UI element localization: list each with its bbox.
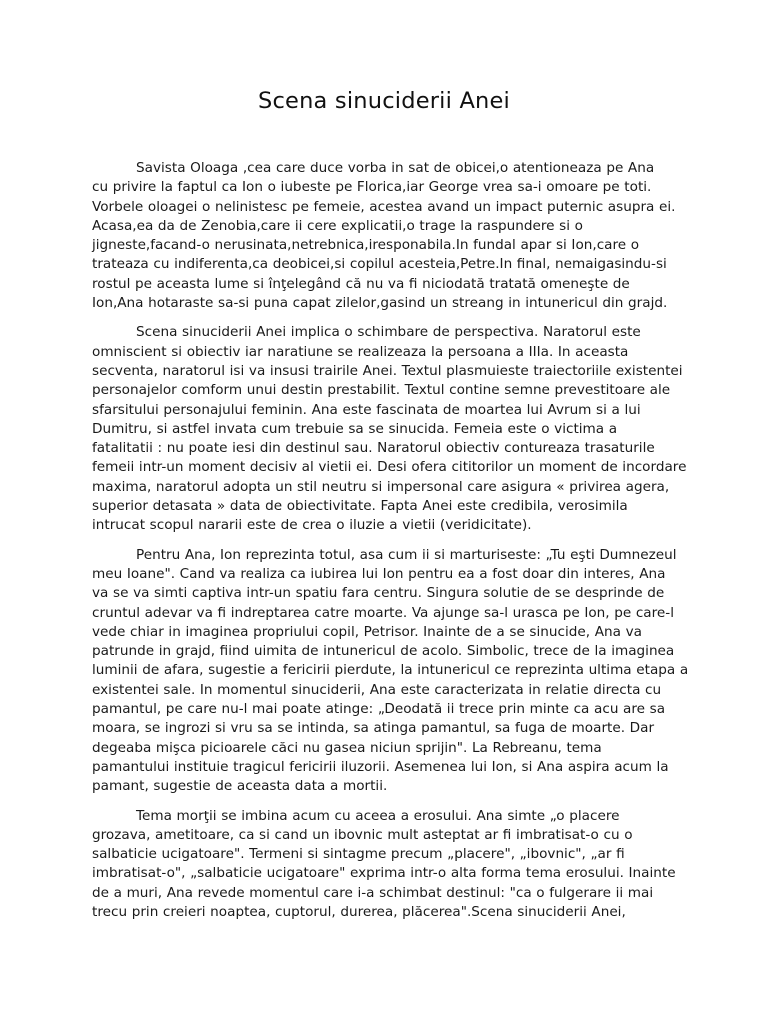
text-line: pamantului instituie tragicul fericirii iluzorii. Asemenea lui Ion, si Ana aspira acum la bbox=[92, 758, 669, 775]
text-line: va se va simti captiva intr-un spatiu fara centru. Singura solutie de se desprinde de bbox=[92, 585, 665, 602]
text-line: cruntul adevar va fi indreptarea catre moarte. Va ajunge sa-l urasca pe Ion, pe care-l bbox=[92, 604, 674, 621]
text-line: Acasa,ea da de Zenobia,care ii cere explicatii,o trage la raspundere si o bbox=[92, 217, 583, 234]
text-line: superior detasata » data de obiectivitate. Fapta Anei este credibila, verosimila bbox=[92, 498, 628, 515]
text-line: grozava, ametitoare, ca si cand un ibovnic mult asteptat ar fi imbratisat-o cu o bbox=[92, 826, 633, 843]
paragraph-1 bbox=[92, 159, 678, 313]
text-line: salbaticie ucigatoare". Termeni si sintagme precum „placere", „ibovnic", „ar fi bbox=[92, 846, 625, 863]
text-line: de a muri, Ana revede momentul care i-a schimbat destinul: "ca o fulgerare ii mai bbox=[92, 884, 654, 901]
text-line: intrucat scopul nararii este de crea o iluzie a vietii (veridicitate). bbox=[92, 517, 532, 534]
text-line: pamantul, pe care nu-l mai poate atinge: „Deodată ii trece prin minte ca acu are sa bbox=[92, 701, 666, 718]
text-line: Pentru Ana, Ion reprezinta totul, asa cum ii si marturiseste: „Tu eşti Dumnezeul bbox=[136, 546, 677, 563]
text-line: trateaza cu indiferenta,ca deobicei,si copilul acesteia,Petre.In final, nemaigasindu-si bbox=[92, 256, 667, 273]
text-line: personajelor comform unui destin prestabilit. Textul contine semne prevestitoare ale bbox=[92, 382, 671, 399]
text-line: Vorbele oloagei o nelinistesc pe femeie, acestea avand un impact puternic asupra ei. bbox=[92, 198, 676, 215]
text-line: secventa, naratorul isi va insusi trairile Anei. Textul plasmuieste traiectoriile existentei bbox=[92, 362, 683, 379]
text-line: omniscient si obiectiv iar naratiune se realizeaza la persoana a IIIa. In aceasta bbox=[92, 343, 629, 360]
text-line: jigneste,facand-o nerusinata,netrebnica,iresponabila.In fundal apar si Ion,care o bbox=[92, 237, 640, 254]
text-line: existentei sale. In momentul sinuciderii, Ana este caracterizata in relatie directa cu bbox=[92, 681, 662, 698]
text-line: sfarsitului personajului feminin. Ana este fascinata de moartea lui Avrum si a lui bbox=[92, 401, 641, 418]
text-line: Savista Oloaga ,cea care duce vorba in sat de obicei,o atentioneaza pe Ana bbox=[136, 160, 655, 176]
text-line: luminii de afara, sugestie a fericirii pierdute, la intunericul ce reprezinta ultima etapa a bbox=[92, 662, 689, 679]
text-line: fatalitatii : nu poate iesi din destinul sau. Naratorul obiectiv contureaza trasaturile bbox=[92, 440, 655, 457]
text-line: imbratisat-o", „salbaticie ucigatoare" exprima intr-o alta forma tema erosului. Inainte bbox=[92, 865, 676, 882]
text-line: vede chiar in imaginea propriului copil, Petrisor. Inainte de a se sinucide, Ana va bbox=[92, 623, 642, 640]
text-line: Scena sinuciderii Anei implica o schimbare de perspectiva. Naratorul este bbox=[136, 324, 641, 341]
document-body bbox=[92, 159, 689, 932]
paragraph-4 bbox=[92, 807, 678, 923]
page-title: Scena sinuciderii Anei bbox=[258, 88, 510, 114]
text-line: Dumitru, si astfel invata cum trebuie sa se sinucida. Femeia este o victima a bbox=[92, 420, 618, 437]
text-line: cu privire la faptul ca Ion o iubeste pe Florica,iar George vrea sa-i omoare pe toti. bbox=[92, 179, 652, 196]
text-line: femeii intr-un moment decisiv al vietii ei. Desi ofera cititorilor un moment de incordare bbox=[92, 459, 687, 476]
text-line: pamant, sugestie de aceasta data a mortii. bbox=[92, 778, 388, 795]
text-line: moara, se ingrozi si vru sa se intinda, sa atinga pamantul, sa fuga de moarte. Dar bbox=[92, 720, 655, 737]
paragraph-3 bbox=[92, 546, 689, 797]
paragraph-2 bbox=[92, 323, 687, 535]
text-line: Ion,Ana hotaraste sa-si puna capat zilelor,gasind un streang in intunericul din grajd. bbox=[92, 295, 668, 312]
text-line: meu Ioane". Cand va realiza ca iubirea lui Ion pentru ea a fost doar din interes, Ana bbox=[92, 565, 666, 582]
text-line: patrunde in grajd, fiind uimita de intunericul de acolo. Simbolic, trece de la imaginea bbox=[92, 643, 675, 660]
text-line: Tema morţii se imbina acum cu aceea a erosului. Ana simte „o placere bbox=[136, 807, 620, 824]
text-line: maxima, naratorul adopta un stil neutru si impersonal care asigura « privirea agera, bbox=[92, 478, 670, 495]
text-line: rostul pe aceasta lume si înţelegând că nu va fi niciodată tratată omeneşte de bbox=[92, 275, 630, 292]
text-line: degeaba mişca picioarele căci nu gasea niciun sprijin". La Rebreanu, tema bbox=[92, 739, 602, 756]
text-line: trecu prin creieri noaptea, cuptorul, durerea, plăcerea".Scena sinuciderii Anei, bbox=[92, 903, 626, 920]
